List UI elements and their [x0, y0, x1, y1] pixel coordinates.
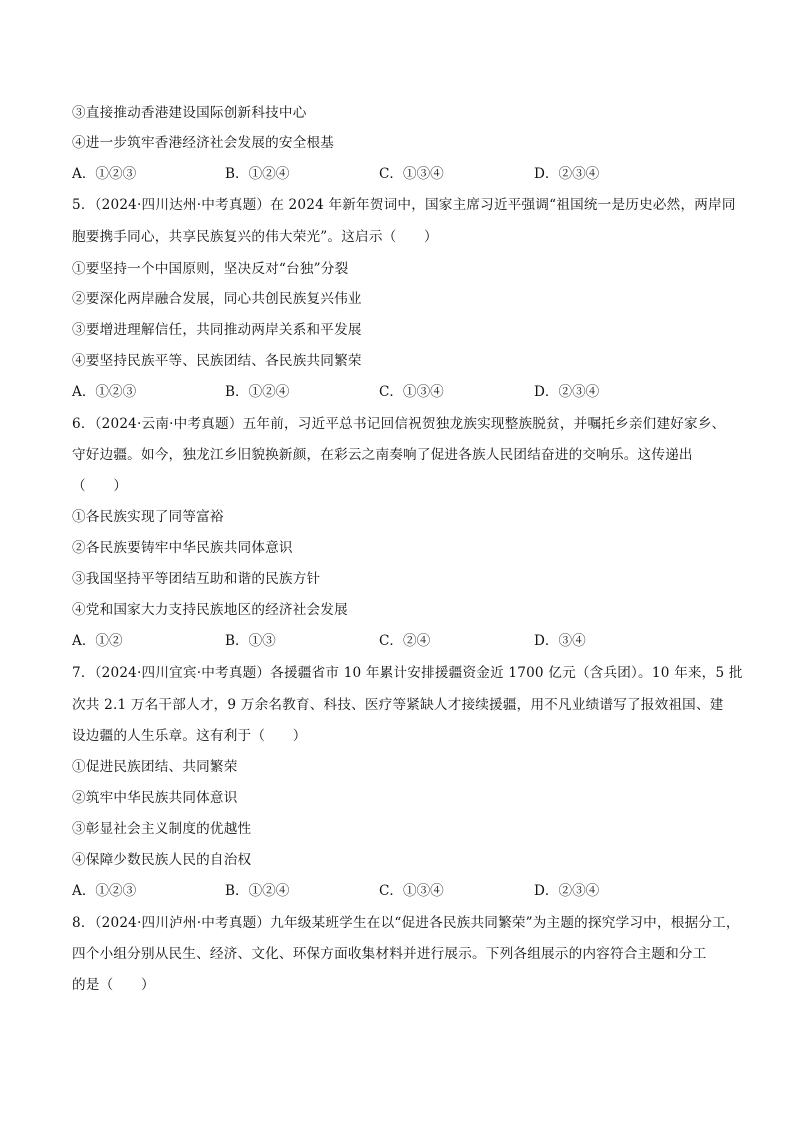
q7-statement-2: ②筑牢中华民族共同体意识: [72, 790, 238, 806]
q8-stem-line-3: 的是（ ）: [72, 977, 155, 993]
q8-stem-line-1: 8．（2024·四川泸州·中考真题）九年级某班学生在以“促进各民族共同繁荣”为主题的探究学习中，根据分工，: [72, 915, 740, 931]
q6-statement-3: ③我国坚持平等团结互助和谐的民族方针: [72, 571, 321, 587]
q7-option-a: A．①②③: [72, 883, 137, 899]
q7-option-c: C．①③④: [379, 883, 444, 899]
q5-option-b: B．①②④: [225, 384, 290, 400]
q7-option-d: D．②③④: [534, 883, 600, 899]
q5-option-a: A．①②③: [72, 384, 137, 400]
q7-option-b: B．①②④: [225, 883, 290, 899]
q7-stem-line-2: 次共 2.1 万名干部人才，9 万余名教育、科技、医疗等紧缺人才接续援疆，用不凡业绩谱写了报效祖国、建: [72, 697, 724, 713]
q7-stem-line-3: 设边疆的人生乐章。这有利于（ ）: [72, 728, 307, 744]
q4-statement-3: ③直接推动香港建设国际创新科技中心: [72, 105, 307, 121]
q5-options: [72, 383, 722, 401]
q5-statement-4: ④要坚持民族平等、民族团结、各民族共同繁荣: [72, 353, 362, 369]
q6-statement-2: ②各民族要铸牢中华民族共同体意识: [72, 540, 293, 556]
q5-option-c: C．①③④: [379, 384, 444, 400]
q7-options: [72, 882, 722, 900]
q7-stem-line-1: 7．（2024·四川宜宾·中考真题）各援疆省市 10 年累计安排援疆资金近 1700 亿元（含兵团）。10 年来，5 批: [72, 665, 743, 681]
q8-stem-line-2: 四个小组分别从民生、经济、文化、环保方面收集材料并进行展示。下列各组展示的内容符合主题和分工: [72, 946, 707, 962]
q6-stem-line-2: 守好边疆。如今，独龙江乡旧貌换新颜，在彩云之南奏响了促进各族人民团结奋进的交响乐。这传递出: [72, 447, 693, 463]
q6-stem-line-3: （ ）: [72, 478, 128, 494]
q6-statement-1: ①各民族实现了同等富裕: [72, 509, 224, 525]
q7-statement-4: ④保障少数民族人民的自治权: [72, 852, 252, 868]
q6-option-d: D．③④: [534, 633, 586, 649]
q6-option-b: B．①③: [225, 633, 276, 649]
q4-option-b: B．①②④: [225, 166, 290, 182]
q5-option-d: D．②③④: [534, 384, 600, 400]
q4-option-d: D．②③④: [534, 166, 600, 182]
q6-option-c: C．②④: [379, 633, 431, 649]
q4-options: [72, 165, 722, 183]
q6-stem-line-1: 6．（2024·云南·中考真题）五年前，习近平总书记回信祝贺独龙族实现整族脱贫，并嘱托乡亲们建好家乡、: [72, 416, 726, 432]
q4-option-c: C．①③④: [379, 166, 444, 182]
q5-statement-3: ③要增进理解信任，共同推动两岸关系和平发展: [72, 322, 362, 338]
q6-option-a: A．①②: [72, 633, 123, 649]
q5-stem-line-1: 5．（2024·四川达州·中考真题）在 2024 年新年贺词中，国家主席习近平强调“祖国统一是历史必然，两岸同: [72, 197, 736, 213]
q6-options: [72, 632, 722, 650]
q4-statement-4: ④进一步筑牢香港经济社会发展的安全根基: [72, 135, 335, 151]
q5-statement-2: ②要深化两岸融合发展，同心共创民族复兴伟业: [72, 291, 362, 307]
q5-stem-line-2: 胞要携手同心，共享民族复兴的伟大荣光”。这启示（ ）: [72, 229, 438, 245]
q7-statement-1: ①促进民族团结、共同繁荣: [72, 759, 238, 775]
q5-statement-1: ①要坚持一个中国原则，坚决反对“台独”分裂: [72, 261, 349, 277]
q4-option-a: A．①②③: [72, 166, 137, 182]
q7-statement-3: ③彰显社会主义制度的优越性: [72, 821, 252, 837]
q6-statement-4: ④党和国家大力支持民族地区的经济社会发展: [72, 602, 348, 618]
